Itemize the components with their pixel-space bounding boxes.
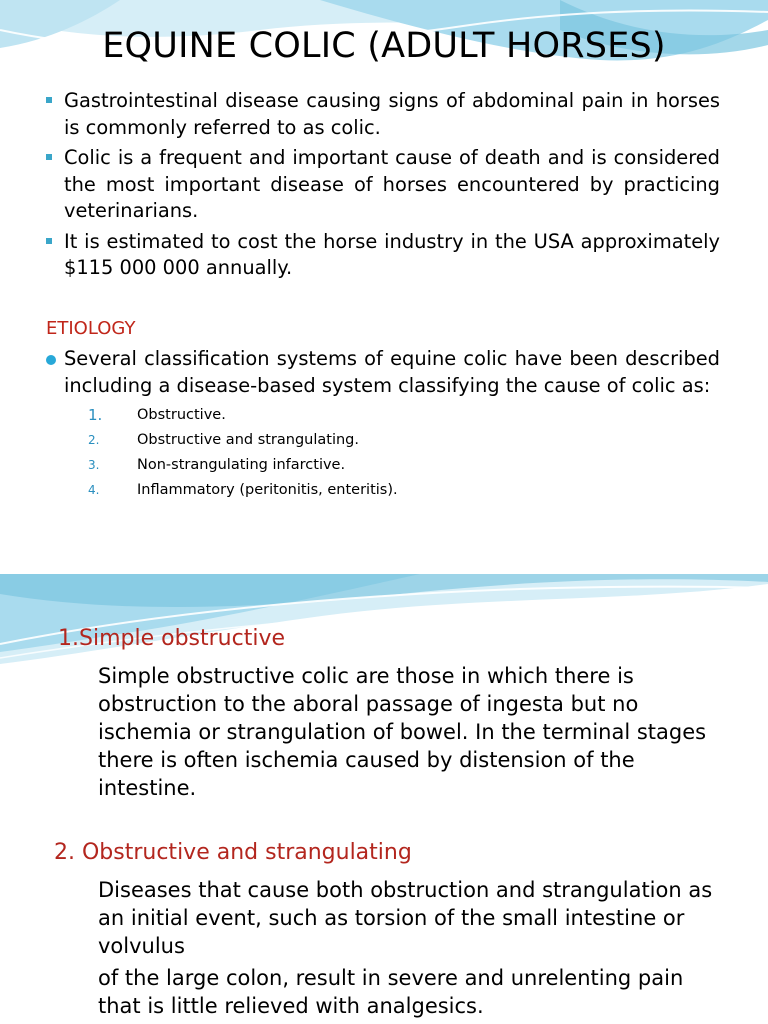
item-number: 4.	[88, 483, 100, 497]
classification-item	[46, 478, 720, 503]
slide-divider	[0, 560, 768, 574]
classification-list	[46, 403, 720, 503]
bullet-text: Colic is a frequent and important cause of death and is considered the most important disease of horses encountered by practicing veterinarians.	[64, 146, 720, 222]
etiology-section	[46, 346, 720, 503]
round-bullet-icon	[46, 355, 56, 365]
section-text-simple-obstructive: Simple obstructive colic are those in which there is obstruction to the aboral passage of ingesta but no ischemia or strangulation of bowel. In the terminal stages there is often ischemia caused by distension of the intestine.	[98, 664, 707, 800]
bullet-text: It is estimated to cost the horse industry in the USA approximately $115 000 000 annually.	[64, 229, 720, 279]
section-heading-obstructive-strangulating: 2. Obstructive and strangulating	[54, 840, 412, 865]
etiology-heading: ETIOLOGY	[46, 318, 136, 339]
slide-2	[0, 574, 768, 1024]
section-text-obstructive-strangulating-a: Diseases that cause both obstruction and strangulation as an initial event, such as torsion of the small intestine or volvulus	[98, 878, 713, 958]
item-text: Non-strangulating infarctive.	[137, 457, 346, 473]
slide-title: EQUINE COLIC (ADULT HORSES)	[102, 26, 666, 66]
item-text: Inflammatory (peritonitis, enteritis).	[137, 482, 398, 498]
section-heading-simple-obstructive: 1.Simple obstructive	[58, 626, 285, 651]
classification-item	[46, 453, 720, 478]
bullet-item	[46, 229, 720, 282]
intro-bullet-list	[46, 88, 720, 286]
header-wave-decoration	[0, 574, 768, 674]
classification-item	[46, 428, 720, 453]
square-bullet-icon	[46, 97, 52, 103]
bullet-text: Gastrointestinal disease causing signs of abdominal pain in horses is commonly referred to as colic.	[64, 89, 720, 139]
item-number: 1.	[88, 406, 103, 424]
etiology-paragraph	[46, 346, 720, 399]
item-text: Obstructive and strangulating.	[137, 432, 359, 448]
item-text: Obstructive.	[137, 407, 226, 423]
bullet-item	[46, 145, 720, 225]
classification-item	[46, 403, 720, 428]
item-number: 3.	[88, 458, 100, 472]
section-text-obstructive-strangulating-b: of the large colon, result in severe and unrelenting pain that is little relieved with analgesics.	[98, 966, 684, 1018]
bullet-item	[46, 88, 720, 141]
square-bullet-icon	[46, 238, 52, 244]
etiology-text: Several classification systems of equine colic have been described including a disease-based system classifying the cause of colic as:	[64, 347, 720, 397]
square-bullet-icon	[46, 154, 52, 160]
item-number: 2.	[88, 433, 100, 447]
